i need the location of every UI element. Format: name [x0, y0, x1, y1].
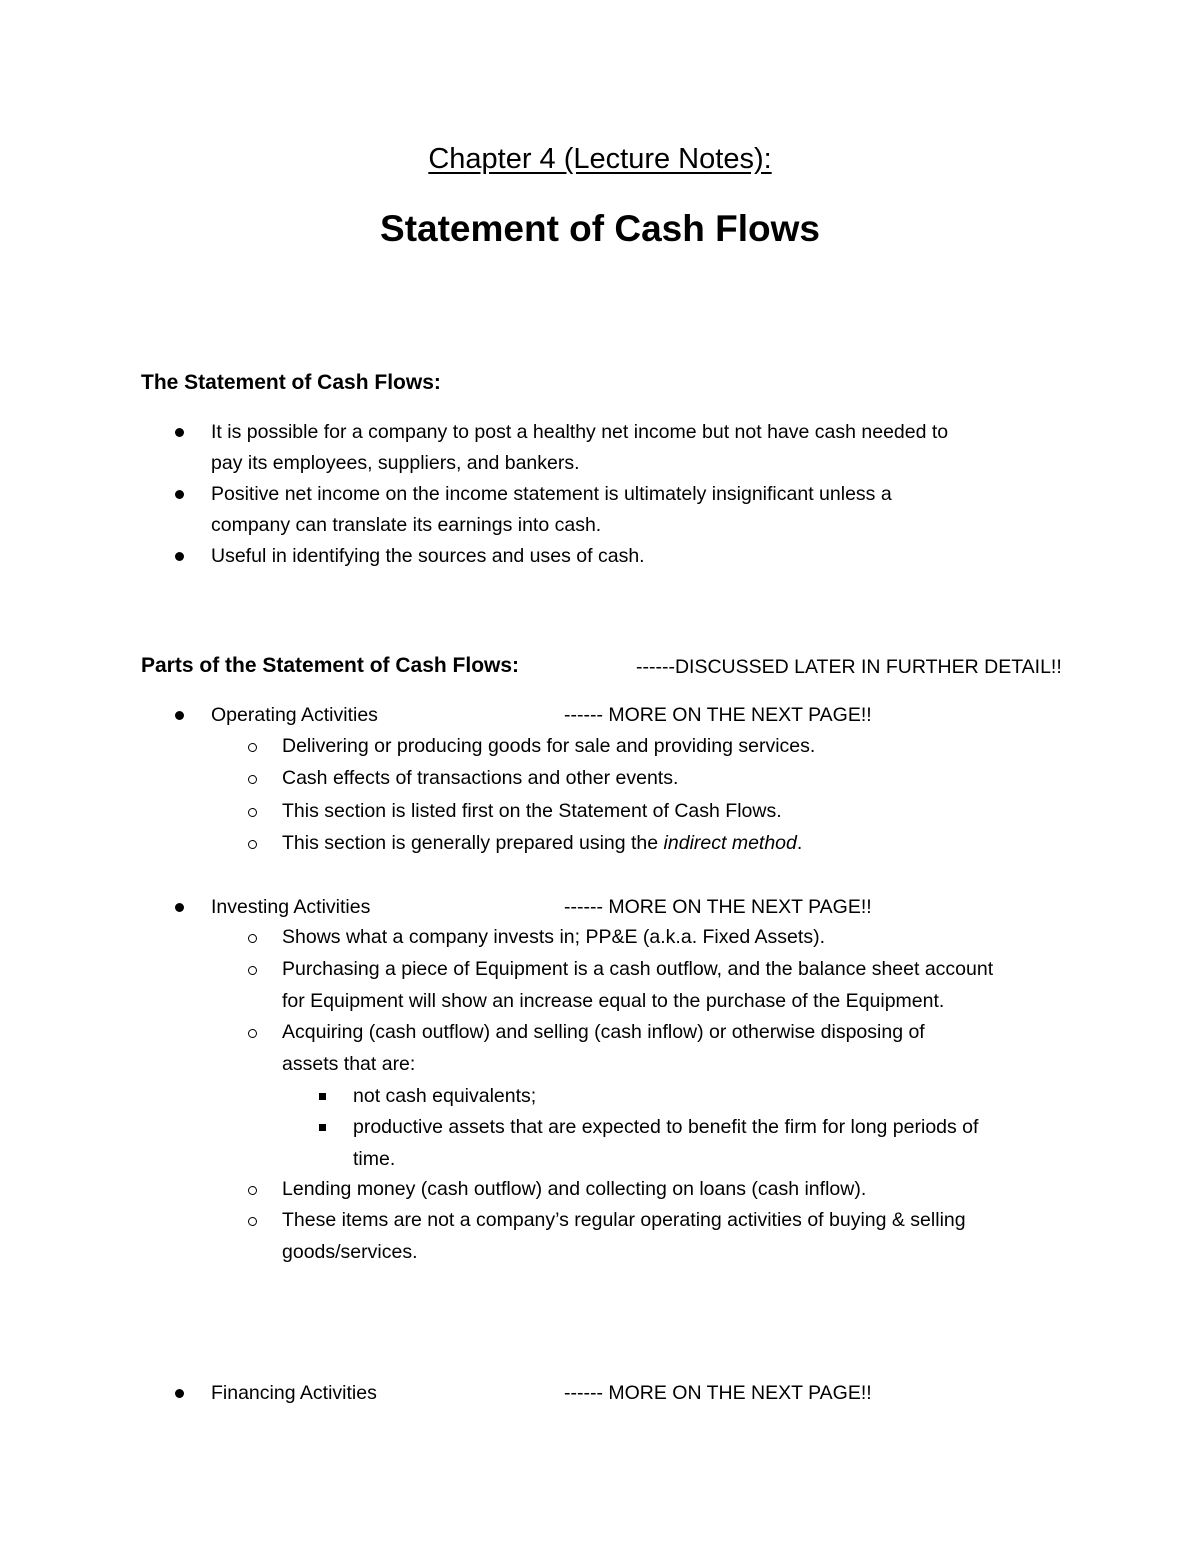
bullet-text: Positive net income on the income statement is ultimately insignificant unless a	[211, 483, 892, 505]
circle-bullet-icon	[248, 934, 257, 943]
bullet-icon	[175, 903, 184, 912]
bullet-icon	[175, 711, 184, 720]
circle-bullet-icon	[248, 808, 257, 817]
investing-subitem: not cash equivalents;	[353, 1085, 537, 1107]
investing-more: ------ MORE ON THE NEXT PAGE!!	[564, 896, 872, 918]
operating-item: This section is listed first on the Statement of Cash Flows.	[282, 800, 782, 822]
circle-bullet-icon	[248, 775, 257, 784]
operating-label: Operating Activities	[211, 704, 378, 726]
bullet-text: It is possible for a company to post a healthy net income but not have cash needed to	[211, 421, 949, 443]
investing-item: Shows what a company invests in; PP&E (a.k.a. Fixed Assets).	[282, 926, 825, 948]
circle-bullet-icon	[248, 743, 257, 752]
investing-label: Investing Activities	[211, 896, 371, 918]
bullet-icon	[175, 428, 184, 437]
investing-item: Lending money (cash outflow) and collecting on loans (cash inflow).	[282, 1178, 867, 1200]
circle-bullet-icon	[248, 1217, 257, 1226]
circle-bullet-icon	[248, 1029, 257, 1038]
section-note: ------DISCUSSED LATER IN FURTHER DETAIL!!	[636, 656, 1062, 678]
emphasis-text: indirect method	[663, 832, 797, 854]
bullet-text: Useful in identifying the sources and uses of cash.	[211, 545, 645, 567]
operating-item: Cash effects of transactions and other events.	[282, 767, 679, 789]
circle-bullet-icon	[248, 1186, 257, 1195]
circle-bullet-icon	[248, 840, 257, 849]
square-bullet-icon	[319, 1124, 326, 1131]
bullet-text: company can translate its earnings into cash.	[211, 514, 602, 536]
bullet-icon	[175, 490, 184, 499]
operating-item-last	[282, 831, 802, 855]
operating-item: Delivering or producing goods for sale and providing services.	[282, 735, 816, 757]
financing-more: ------ MORE ON THE NEXT PAGE!!	[564, 1382, 872, 1404]
operating-more: ------ MORE ON THE NEXT PAGE!!	[564, 704, 872, 726]
bullet-icon	[175, 1389, 184, 1398]
investing-subitem: productive assets that are expected to benefit the firm for long periods of	[353, 1116, 979, 1138]
investing-item: Acquiring (cash outflow) and selling (cash inflow) or otherwise disposing of	[282, 1021, 925, 1043]
page-title: Statement of Cash Flows	[380, 208, 820, 249]
section-heading-statement: The Statement of Cash Flows:	[141, 371, 441, 394]
investing-subitem: time.	[353, 1148, 396, 1170]
square-bullet-icon	[319, 1093, 326, 1100]
bullet-text: pay its employees, suppliers, and bankers.	[211, 452, 580, 474]
chapter-title: Chapter 4 (Lecture Notes):	[428, 143, 772, 175]
section-heading-parts: Parts of the Statement of Cash Flows:	[141, 654, 520, 677]
investing-item: for Equipment will show an increase equal to the purchase of the Equipment.	[282, 990, 945, 1012]
circle-bullet-icon	[248, 966, 257, 975]
bullet-icon	[175, 552, 184, 561]
investing-item: These items are not a company’s regular operating activities of buying & selling	[282, 1209, 966, 1231]
investing-item: Purchasing a piece of Equipment is a cash outflow, and the balance sheet account	[282, 958, 994, 980]
punctuation: .	[796, 832, 803, 854]
financing-label: Financing Activities	[211, 1382, 377, 1404]
operating-item-text: This section is generally prepared using the	[282, 832, 664, 854]
investing-item: assets that are:	[282, 1053, 416, 1075]
investing-item: goods/services.	[282, 1241, 418, 1263]
